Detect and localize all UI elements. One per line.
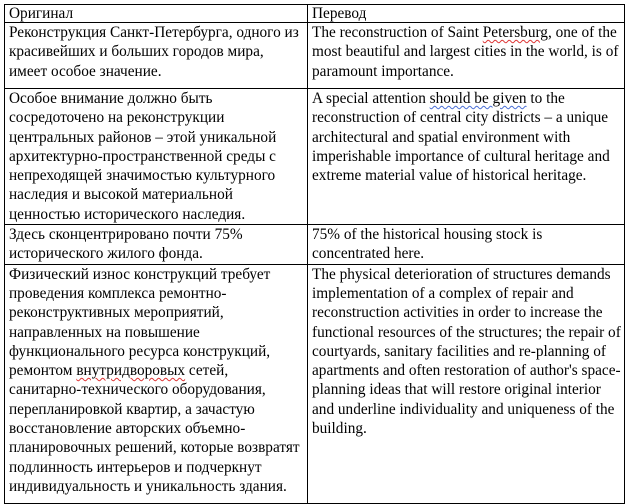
header-original: Оригинал bbox=[5, 5, 308, 23]
text-run: The reconstruction of Saint bbox=[312, 24, 483, 41]
translation-table bbox=[4, 4, 625, 504]
table-row bbox=[5, 264, 625, 503]
text-run: , one of the most beautiful and largest cities in the world, is of paramount importance. bbox=[312, 24, 619, 80]
header-translation: Перевод bbox=[308, 5, 625, 23]
translation-cell: 75% of the historical housing stock is concentrated here. bbox=[308, 225, 625, 265]
table-row bbox=[5, 89, 625, 225]
translation-cell bbox=[308, 23, 625, 89]
translation-cell bbox=[308, 89, 625, 225]
original-cell: Здесь сконцентрировано почти 75% исторического жилого фонда. bbox=[5, 225, 308, 265]
spellcheck-flagged-word[interactable]: внутридворовых bbox=[76, 362, 186, 380]
text-run: A special attention bbox=[312, 90, 430, 107]
translation-cell: The physical deterioration of structures demands implementation of a complex of repair and reconstruction activities in order to increase the functional resources of the structures; the repair of courtyards, sanitary facilities and re-planning of apartments and often restoration of author's space-planning ideas that will restore original interior and underline individuality and uniqueness of the building. bbox=[308, 264, 625, 503]
original-cell: Реконструкция Санкт-Петербурга, одного из красивейших и больших городов мира, имеет особое значение. bbox=[5, 23, 308, 89]
text-run: to the reconstruction of central city districts – a unique architectural and spatial environment with imperishable importance of cultural heritage and extreme material value of historical heritage. bbox=[312, 90, 610, 185]
table-header-row bbox=[5, 5, 625, 23]
original-cell: Особое внимание должно быть сосредоточено на реконструкции центральных районов – этой уникальной архитектурно-пространственной среды с непреходящей значимостью культурного наследия и высокой материальной ценностью исторического наследия. bbox=[5, 89, 308, 225]
table-row bbox=[5, 23, 625, 89]
text-run: сетей, санитарно-технического оборудования, перепланировкой квартир, а зачастую восстановление авторских объемно-планировочных решений, которые возвратят подлинность интерьеров и подчеркнут индивидуальность и уникальность здания. bbox=[9, 362, 300, 495]
text-run: Физический износ конструкций требует проведения комплекса ремонтно-реконструктивных мероприятий, направленных на повышение функционального ресурса конструкций, ремонтом bbox=[9, 265, 271, 380]
grammar-flagged-phrase[interactable]: should be given bbox=[429, 90, 527, 107]
spellcheck-flagged-word[interactable]: Petersburg bbox=[482, 24, 548, 41]
original-cell bbox=[5, 264, 308, 503]
table-row bbox=[5, 225, 625, 265]
